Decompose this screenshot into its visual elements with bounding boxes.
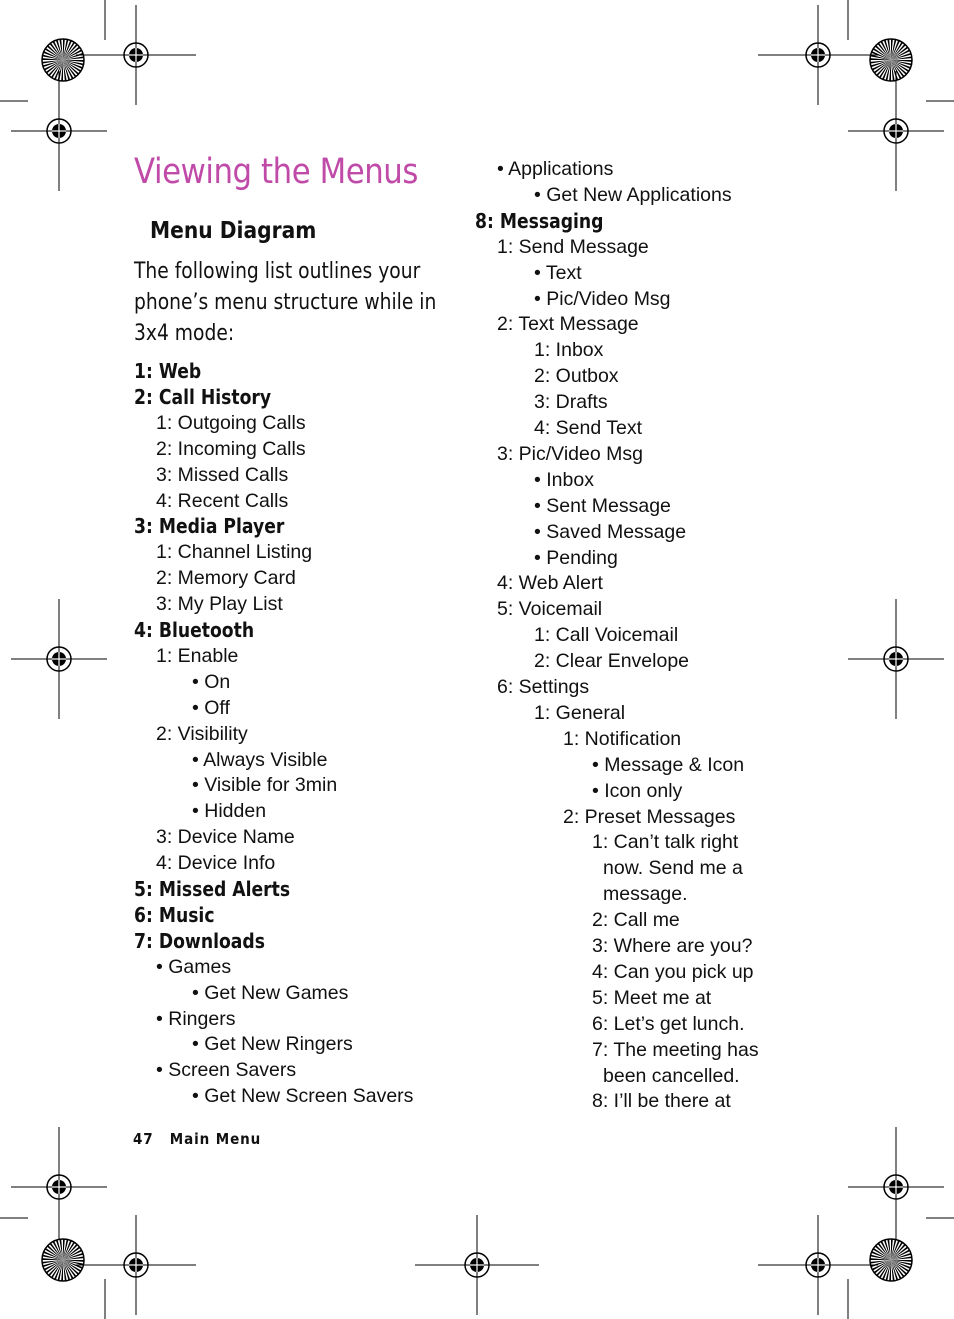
menu-item: • Get New Games	[192, 981, 349, 1004]
menu-item: • Text	[534, 261, 582, 284]
menu-item: • Get New Applications	[534, 183, 732, 206]
menu-item: • Pending	[534, 546, 618, 569]
menu-item: 5: Voicemail	[497, 598, 603, 621]
menu-item: • Always Visible	[192, 748, 328, 771]
menu-item: • Visible for 3min	[192, 774, 338, 797]
menu-item: • Sent Message	[534, 494, 671, 517]
menu-item: 2: Clear Envelope	[534, 650, 690, 673]
menu-item: 5: Meet me at	[592, 986, 712, 1009]
menu-item: 3: Pic/Video Msg	[497, 442, 643, 465]
page-number: 47	[133, 1130, 154, 1148]
menu-heading: 4: Bluetooth	[134, 618, 255, 642]
menu-item: 2: Outbox	[534, 365, 619, 388]
menu-item: • Inbox	[534, 468, 594, 491]
menu-item: 3: Where are you?	[592, 935, 753, 957]
menu-item: 3: Device Name	[156, 826, 295, 849]
menu-item: 2: Visibility	[156, 722, 248, 745]
menu-heading: 6: Music	[134, 902, 215, 927]
menu-item: • Hidden	[192, 800, 267, 823]
menu-item: 6: Let’s get lunch.	[592, 1012, 745, 1035]
menu-item: 2: Call me	[592, 909, 680, 932]
menu-item: 4: Can you pick up	[592, 960, 754, 983]
intro-line: phone’s menu structure while in	[134, 290, 437, 315]
menu-item: 4: Device Info	[156, 852, 276, 875]
menu-item: 3: Missed Calls	[156, 463, 289, 486]
intro-line: 3x4 mode:	[134, 321, 235, 346]
menu-item: • Get New Screen Savers	[192, 1085, 414, 1108]
menu-item: • Pic/Video Msg	[534, 287, 671, 310]
page-footer	[133, 1130, 261, 1148]
intro-line: The following list outlines your	[134, 259, 421, 284]
menu-item: 7: The meeting has	[592, 1038, 759, 1061]
page-title: Viewing the Menus	[134, 152, 418, 192]
menu-item: been cancelled.	[603, 1064, 740, 1087]
menu-item: 2: Memory Card	[156, 567, 296, 590]
menu-item: • Screen Savers	[156, 1059, 297, 1082]
intro-paragraph	[134, 256, 437, 349]
menu-item: message.	[603, 883, 688, 906]
menu-item: 1: Can’t talk right	[592, 831, 739, 854]
menu-item: • Message & Icon	[592, 753, 745, 776]
menu-heading: 2: Call History	[134, 384, 272, 409]
menu-item: • Off	[192, 696, 230, 719]
menu-item: 3: My Play List	[156, 593, 283, 616]
menu-item: 4: Web Alert	[497, 572, 603, 595]
menu-item: 2: Preset Messages	[563, 805, 736, 828]
menu-item: • Applications	[497, 158, 614, 180]
menu-item: 2: Incoming Calls	[156, 437, 306, 460]
menu-item: 1: Send Message	[497, 235, 649, 258]
menu-item: now. Send me a	[603, 857, 743, 880]
menu-heading: 8: Messaging	[475, 208, 604, 233]
menu-item: 8: I’ll be there at	[592, 1090, 731, 1113]
menu-heading: 5: Missed Alerts	[134, 877, 291, 901]
menu-item: 1: Channel Listing	[156, 541, 313, 564]
menu-item: 2: Text Message	[497, 313, 639, 336]
menu-item: • Ringers	[156, 1007, 236, 1030]
menu-item: • Games	[156, 955, 232, 978]
menu-heading: 7: Downloads	[134, 928, 265, 953]
menu-item: 1: Notification	[563, 727, 682, 750]
menu-item: • On	[192, 670, 231, 693]
menu-item: 1: Inbox	[534, 339, 604, 362]
menu-item: 1: Enable	[156, 644, 239, 667]
menu-item: • Get New Ringers	[192, 1033, 353, 1056]
menu-item: 1: Outgoing Calls	[156, 411, 306, 434]
menu-item: 4: Send Text	[534, 417, 643, 439]
menu-item: • Icon only	[592, 779, 683, 802]
menu-heading: 1: Web	[134, 359, 202, 383]
menu-item: 1: General	[534, 701, 626, 724]
section-heading: Menu Diagram	[150, 218, 317, 244]
menu-heading: 3: Media Player	[134, 514, 285, 539]
menu-item: • Saved Message	[534, 520, 687, 543]
menu-item: 3: Drafts	[534, 391, 608, 414]
footer-section: Main Menu	[169, 1130, 262, 1148]
menu-item: 1: Call Voicemail	[534, 624, 679, 647]
menu-item: 4: Recent Calls	[156, 489, 289, 512]
menu-item: 6: Settings	[497, 676, 590, 698]
